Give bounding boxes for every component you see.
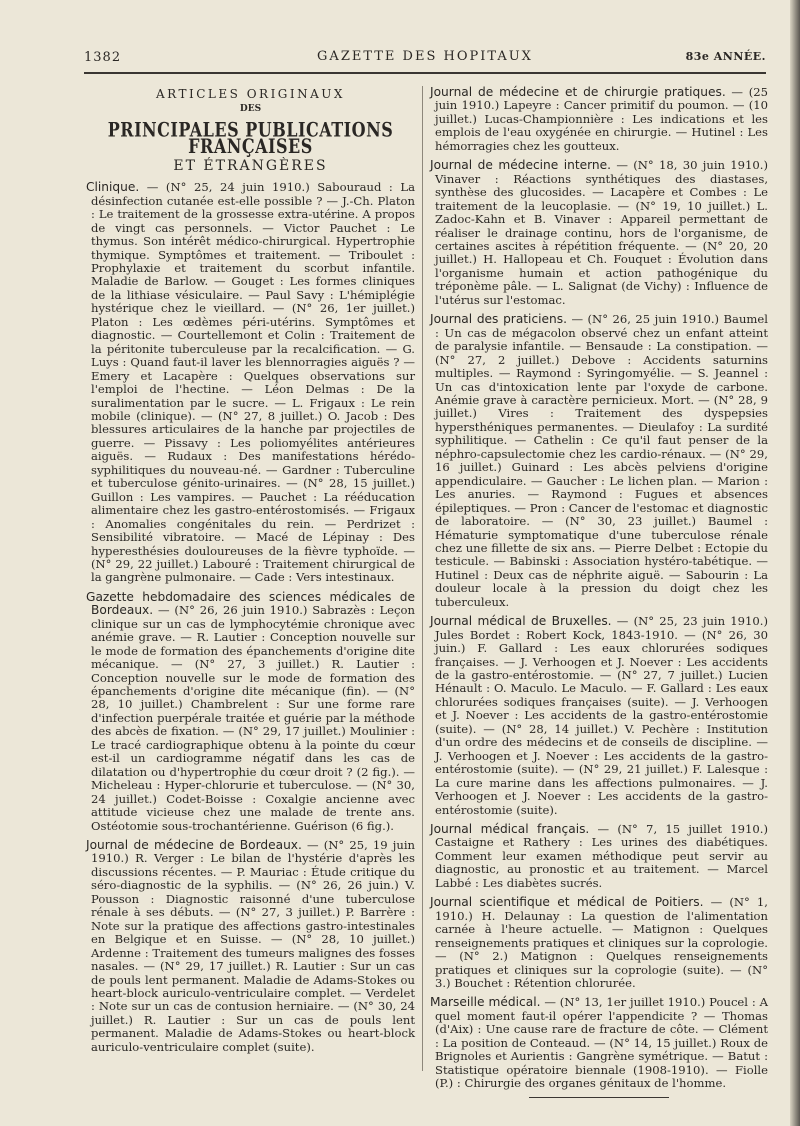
section-text: — (N° 25, 23 juin 1910.) Jules Bordet : Robert Kock, 1843-1910. — (N° 26, 30 juin.) F. Gallard : Les eaux chlorurées sodiques françaises. — J. Verhoogen et J. Noever : Les accidents de la gastro-entérostomie. — (N° 27, 7 juillet.) Lucien Hénault : O. Maculo. Le Maculo. — F. Gallard : Les eaux chlorurées sodiques françaises (suite). — J. Verhoogen et J. Noever : Les accidents de la gastro-entérostomie (suite). — (N° 28, 14 juillet.) V. Pechère : Institution d'un ordre des médecins et de conseils de discipline. — J. Verhoogen et J. Noever : Les accidents de la gastro-entérostomie (suite). — (N° 29, 21 juillet.) F. Lalesque : La cure marine dans les affections pulmonaires. — J. Verhoogen et J. Noever : Les accidents de la gastro-entérostomie (suite).	[435, 614, 769, 817]
section-title: Journal des praticiens.	[430, 312, 567, 327]
section-text: — (N° 13, 1er juillet 1910.) Poucel : A quel moment faut-il opérer l'appendicite ? — Thomas (d'Aix) : Une cause rare de fracture de côte. — Clément : La position de Conteaud. — (N° 14, 15 juillet.) Roux de Brignoles et Aurientis : Gangrène symétrique. — Batut : Statistique opératoire biennale (1908-1910). — Fiolle (P.) : Chirurgie des organes génitaux de l'homme.	[435, 995, 768, 1091]
section-title: Journal de médecine de Bordeaux.	[86, 838, 302, 853]
section-journal-medecine-bordeaux	[86, 839, 415, 1054]
section-text: — (N° 18, 30 juin 1910.) Vinaver : Réactions synthétiques des diastases, synthèse des glucosides. — Lacapère et Combes : Le traitement de la leucoplasie. — (N° 19, 10 juillet.) L. Zadoc-Kahn et B. Vinaver : Appareil permettant de réaliser le drainage continu, hors de l'organisme, de certaines ascites à répétition fréquente. — (N° 20, 20 juillet.) H. Hallopeau et Ch. Fouquet : Évolution dans l'organisme humain et action pathogénique du tréponème pâle. — L. Salignat (de Vichy) : Influence de l'utérus sur l'estomac.	[435, 158, 768, 307]
section-text: — (N° 26, 25 juin 1910.) Baumel : Un cas de mégacolon observé chez un enfant atteint de paralysie infantile. — Bensaude : La constipation. — (N° 27, 2 juillet.) Debove : Accidents saturnins multiples. — Raymond : Syringomyélie. — S. Jeannel : Un cas d'intoxication lente par l'oxyde de carbone. Anémie grave à caractère pernicieux. Mort. — (N° 28, 9 juillet.) Vires : Traitement des dyspepsies hypersthéniques permanentes. — Dieulafoy : La surdité syphilitique. — Cathelin : Ce qu'il faut penser de la néphro-capsulectomie chez les cardio-rénaux. — (N° 29, 16 juillet.) Guinard : Les abcès pelviens d'origine appendiculaire. — Gaucher : Le lichen plan. — Marion : Les anuries. — Raymond : Fugues et absences épileptiques. — Pron : Cancer de l'estomac et diagnostic de laboratoire. — (N° 30, 23 juillet.) Baumel : Hématurie symptomatique d'une tuberculose rénale chez une fillette de six ans. — Pierre Delbet : Ectopie du testicule. — Babinski : Association hystéro-tabétique. — Hutinel : Deux cas de néphrite aiguë. — Sabourin : La douleur locale à la pression du doigt chez les tuberculeux.	[435, 312, 768, 609]
section-text: — (N° 25, 24 juin 1910.) Sabouraud : La désinfection cutanée est-elle possible ? — J.-Ch. Platon : Le traitement de la grossesse extra-utérine. A propos de vingt cas personnels. — Victor Pauchet : Le thymus. Son intérêt médico-chirurgical. Hypertrophie thymique. Symptômes et traitement. — Triboulet : Prophylaxie et traitement du scorbut infantile. Maladie de Barlow. — Gouget : Les formes cliniques de la lithiase vésiculaire. — Paul Savy : L'hémiplégie hystérique chez le vieillard. — (N° 26, 1er juillet.) Platon : Les œdèmes péri-utérins. Symptômes et diagnostic. — Courtellemont et Colin : Traitement de la péritonite tuberculeuse par la recalcification. — G. Luys : Quand faut-il laver les blennorragies aiguës ? — Emery et Lacapère : Quelques observations sur l'emploi de l'hectine. — Léon Delmas : De la suralimentation par le sucre. — L. Frigaux : Le rein mobile (clinique). — (N° 27, 8 juillet.) O. Jacob : Des blessures articulaires de la hanche par projectiles de guerre. — Pissavy : Les poliomyélites antérieures aiguës. — Rudaux : Des manifestations hérédo-syphilitiques du nouveau-né. — Gardner : Tuberculine et tuberculose génito-urinaires. — (N° 28, 15 juillet.) Guillon : Les vampires. — Pauchet : La rééducation alimentaire chez les gastro-entérostomisés. — Frigaux : Anomalies congénitales du rein. — Perdrizet : Sensibilité vibratoire. — Macé de Lépinay : Des hyperesthésies douloureuses de la fièvre typhoïde. — (N° 29, 22 juillet.) Labouré : Traitement chirurgical de la gangrène pulmonaire. — Cade : Vers intestinaux.	[91, 180, 415, 585]
heading-principales-publications: PRINCIPALES PUBLICATIONS FRANÇAISES	[107, 117, 394, 159]
page-header	[84, 48, 766, 70]
left-column	[86, 86, 415, 1060]
page-number: 1382	[84, 50, 122, 65]
section-journal-medical-bruxelles	[430, 615, 768, 817]
section-text: — (N° 7, 15 juillet 1910.) Castaigne et Rathery : Les urines des diabétiques. Comment leur examen méthodique peut servir au diagnostic, au pronostic et au traitement. — Marcel Labbé : Les diabètes sucrés.	[435, 822, 768, 890]
section-marseille-medical	[430, 996, 768, 1090]
heading-des: DES	[239, 104, 262, 115]
end-ornament-rule	[529, 1097, 669, 1098]
section-title: Gazette hebdomadaire des sciences médicales de Bordeaux.	[86, 589, 415, 618]
section-text: — (N° 1, 1910.) H. Delaunay : La question de l'alimentation carnée à l'heure actuelle. — Matignon : Quelques renseignements pratiques et cliniques sur la coprologie. — (N° 2.) Matignon : Quelques renseignements pratiques et cliniques sur la coprologie (suite). — (N° 3.) Bouchet : Rétention chlorurée.	[435, 895, 768, 990]
right-column	[430, 86, 768, 1098]
page-edge-shadow	[790, 0, 800, 1126]
section-journal-medical-francais	[430, 823, 768, 890]
header-rule	[84, 72, 766, 74]
section-title: Journal scientifique et médical de Poitiers.	[430, 895, 704, 910]
heading-articles-originaux: ARTICLES ORIGINAUX	[156, 87, 345, 101]
section-title: Clinique.	[86, 180, 140, 195]
section-title: Marseille médical.	[430, 995, 541, 1010]
section-title: Journal de médecine et de chirurgie pratiques.	[430, 85, 726, 99]
section-journal-poitiers	[430, 896, 768, 990]
section-text: — (N° 26, 26 juin 1910.) Sabrazès : Leçon clinique sur un cas de lymphocytémie chronique avec anémie grave. — R. Lautier : Conception nouvelle sur le mode de formation des épanchements d'origine dite mécanique. — (N° 27, 3 juillet.) R. Lautier : Conception nouvelle sur le mode de formation des épanchements d'origine dite mécanique (fin). — (N° 28, 10 juillet.) Chambrelent : Sur une forme rare d'infection puerpérale traitée et guérie par la méthode des abcès de fixation. — (N° 29, 17 juillet.) Moulinier : Le tracé cardiographique obtenu à la pointe du cœur est-il un cardiogramme négatif dans les cas de dilatation ou d'hypertrophie du cœur droit ? (2 fig.). — Micheleau : Hyper-chlorurie et tuberculose. — (N° 30, 24 juillet.) Codet-Boisse : Coxalgie ancienne avec attitude vicieuse chez une malade de trente ans. Ostéotomie sous-trochantérienne. Guérison (6 fig.).	[91, 603, 415, 833]
journal-title: GAZETTE DES HOPITAUX	[317, 49, 533, 64]
year-label: 83e ANNÉE.	[685, 50, 766, 63]
section-title: Journal de médecine interne.	[430, 158, 612, 173]
section-clinique	[86, 181, 415, 585]
section-title: Journal médical français.	[430, 822, 590, 837]
section-gazette-bordeaux	[86, 591, 415, 833]
section-medecine-interne	[430, 159, 768, 307]
heading-etrangeres: ET ÉTRANGÈRES	[173, 157, 328, 174]
article-heading	[86, 88, 415, 173]
section-text: — (25 juin 1910.) Lapeyre : Cancer primitif du poumon. — (10 juillet.) Lucas-Championnière : Les indications et les emplois de l'eau oxygénée en chirurgie. — Hutinel : Les hémorragies chez les goutteux.	[435, 85, 768, 153]
section-text: — (N° 25, 19 juin 1910.) R. Verger : Le bilan de l'hystérie d'après les discussions récentes. — P. Mauriac : Étude critique du séro-diagnostic de la syphilis. — (N° 26, 26 juin.) V. Pousson : Diagnostic raisonné d'une tuberculose rénale à ses débuts. — (N° 27, 3 juillet.) P. Barrère : Note sur la pratique des affections gastro-intestinales en Belgique et en Suisse. — (N° 28, 10 juillet.) Ardenne : Traitement des tumeurs malignes des fosses nasales. — (N° 29, 17 juillet.) R. Lautier : Sur un cas de pouls lent permanent. Maladie de Adams-Stokes ou heart-block auriculo-ventriculaire complet. — Verdelet : Note sur un cas de contusion herniaire. — (N° 30, 24 juillet.) R. Lautier : Sur un cas de pouls lent permanent. Maladie de Adams-Stokes ou heart-block auriculo-ventriculaire complet (suite).	[91, 838, 415, 1054]
section-medecine-chirurgie-pratiques	[430, 86, 768, 153]
section-journal-praticiens	[430, 313, 768, 609]
column-separator	[422, 86, 423, 1071]
section-title: Journal médical de Bruxelles.	[430, 614, 612, 629]
